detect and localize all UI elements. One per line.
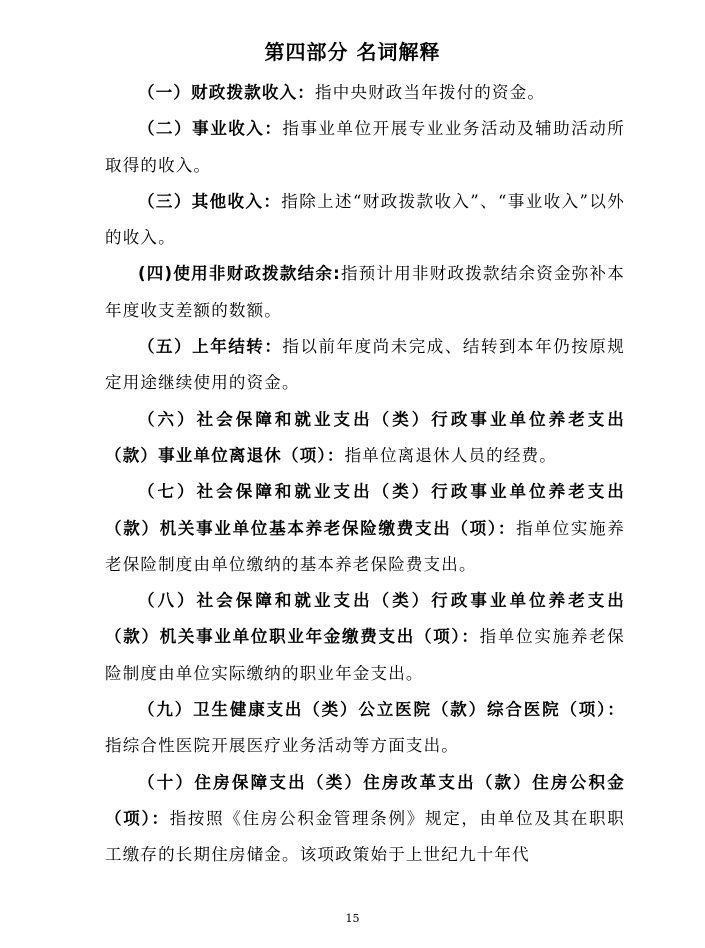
glossary-definition: 指以前年度尚未完成、结转到本年仍按原规定用途继续使用的资金。 <box>105 337 625 393</box>
glossary-term: （十）住房保障支出（类）住房改革支出（款）住房公积金（项）： <box>105 772 625 828</box>
glossary-body <box>105 75 625 874</box>
glossary-term: （九）卫生健康支出（类）公立医院（款）综合医院（项）： <box>138 700 625 720</box>
glossary-definition: 指单位离退休人员的经费。 <box>344 445 557 465</box>
glossary-definition: 指预计用非财政拨款结余资金弥补本年度收支差额的数额。 <box>105 264 626 320</box>
glossary-entry-8 <box>105 583 625 692</box>
glossary-entry-9 <box>105 692 625 765</box>
glossary-definition: 指综合性医院开展医疗业务活动等方面支出。 <box>105 736 459 756</box>
glossary-entry-5 <box>105 329 625 402</box>
section-title: 第四部分 名词解释 <box>264 40 441 64</box>
page-number: 15 <box>345 912 360 925</box>
glossary-entry-6 <box>105 402 625 475</box>
glossary-definition: 指除上述“财政拨款收入”、“事业收入”以外的收入。 <box>105 191 625 248</box>
glossary-definition: 指事业单位开展专业业务活动及辅助活动所取得的收入。 <box>105 119 625 175</box>
glossary-entry-3 <box>105 184 625 257</box>
glossary-term: （二）事业收入： <box>138 119 283 139</box>
glossary-term: (四)使用非财政拨款结余: <box>138 264 341 284</box>
glossary-definition: 指中央财政当年拨付的资金。 <box>315 83 546 102</box>
glossary-term: （六）社会保障和就业支出（类）行政事业单位养老支出（款）事业单位离退休（项）： <box>105 409 625 465</box>
glossary-entry-4 <box>105 256 625 329</box>
glossary-term: （八）社会保障和就业支出（类）行政事业单位养老支出（款）机关事业单位职业年金缴费支出（项）： <box>105 591 625 647</box>
glossary-entry-7 <box>105 474 625 583</box>
glossary-entry-2 <box>105 111 625 184</box>
glossary-entry-10 <box>105 765 625 874</box>
glossary-definition: 指单位实施养老保险制度由单位实际缴纳的职业年金支出。 <box>105 627 625 683</box>
glossary-entry-1 <box>105 75 625 111</box>
glossary-definition: 指按照《住房公积金管理条例》规定，由单位及其在职职工缴存的长期住房储金。该项政策始于上世纪九十年代 <box>105 808 625 865</box>
glossary-term: （五）上年结转： <box>138 337 283 357</box>
glossary-term: （一）财政拨款收入： <box>138 83 315 102</box>
glossary-term: （七）社会保障和就业支出（类）行政事业单位养老支出（款）机关事业单位基本养老保险缴费支出（项）： <box>105 482 625 538</box>
glossary-definition: 指单位实施养老保险制度由单位缴纳的基本养老保险费支出。 <box>105 518 625 574</box>
glossary-term: （三）其他收入： <box>138 191 282 211</box>
